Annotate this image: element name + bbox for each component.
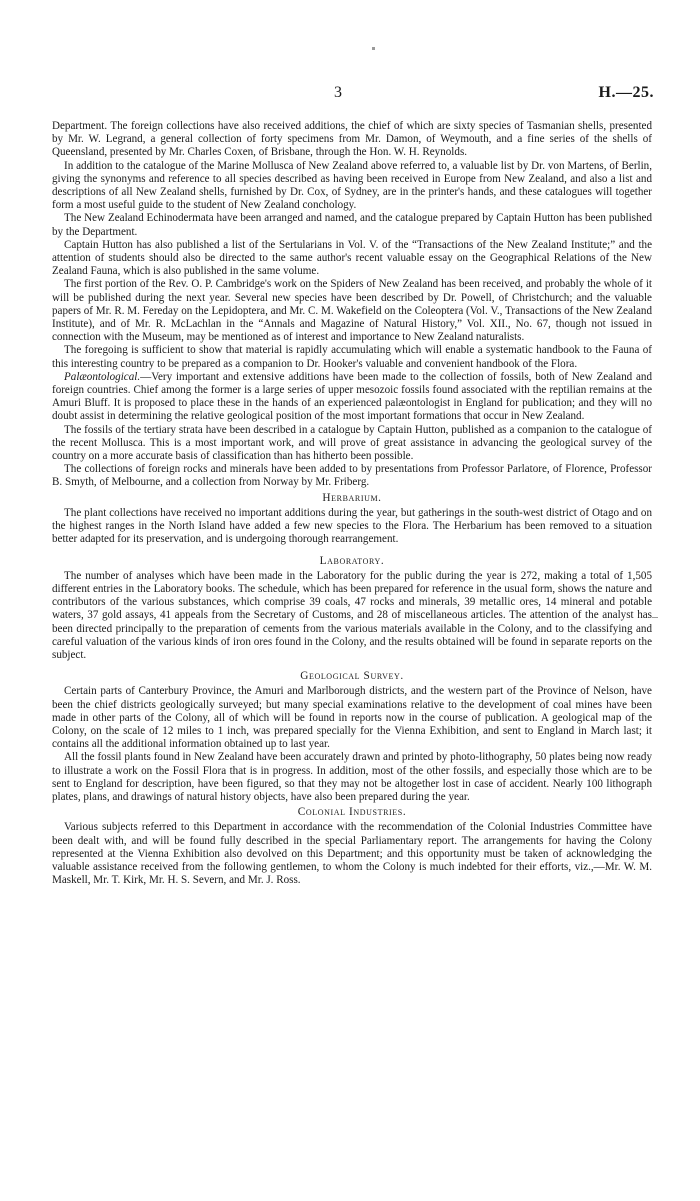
- paragraph: The foregoing is sufficient to show that material is rapidly accumulating which will enable a systematic handbook to the Fauna of this interesting country to be prepared as a companion to Dr. Hooker's valuable and convenient handbook of the Flora.: [52, 344, 652, 370]
- paragraph: The fossils of the tertiary strata have been described in a catalogue by Captain Hutton, published as a companion to the catalogue of the recent Mollusca. This is a most important work, and will prove of great assistance in advancing the geological survey of the country on a more accurate basis of classification than has hitherto been possible.: [52, 423, 652, 463]
- section-heading-geological-survey: Geological Survey.: [300, 670, 404, 683]
- paragraph-text: —Very important and extensive additions have been made to the collection of fossils, both of New Zealand and foreign countries. Chief among the former is a large series of upper mesozoic fossils found associated with the reptilian remains at the Amuri Bluff. It is proposed to place these in the hands of an experienced palæontologist in England for publication; and they will no doubt assist in determining the relative geological position of the most important formations that occur in New Zealand.: [52, 370, 652, 423]
- paragraph: Various subjects referred to this Department in accordance with the recommendation of the Colonial Industries Committee have been dealt with, and will be found fully described in the special Parliamentary report. The arrangements for having the Colony represented at the Vienna Exhibition also devolved on this Department; and this opportunity must be taken of acknowledging the valuable assistance received from the following gentlemen, to whom the Colony is much indebted for their efforts, viz.,—Mr. W. M. Maskell, Mr. T. Kirk, Mr. H. S. Severn, and Mr. J. Ross.: [52, 821, 652, 887]
- paragraph: [52, 371, 652, 424]
- paragraph: All the fossil plants found in New Zealand have been accurately drawn and printed by photo-lithography, 50 plates being now ready to illustrate a work on the Fossil Flora that is in progress. In addition, most of the other fossils, and especially those which are to be sent to England for description, have been figured, so that they may not be altogether lost in case of accident. Nearly 100 lithograph plates, plans, and drawings of natural history objects, have also been prepared during the year.: [52, 751, 652, 803]
- page-header: [0, 84, 700, 106]
- paragraph: The collections of foreign rocks and minerals have been added to by presentations from Professor Parlatore, of Florence, Professor B. Smyth, of Melbourne, and a collection from Norway by Mr. Friberg.: [52, 463, 652, 489]
- page-number: 3: [334, 84, 342, 101]
- paragraph: The New Zealand Echinodermata have been arranged and named, and the catalogue prepared by Captain Hutton has been published by the Department.: [52, 212, 652, 238]
- document-reference: H.—25.: [598, 84, 654, 101]
- scan-speck: [372, 47, 375, 50]
- paragraph: The number of analyses which have been made in the Laboratory for the public during the year is 272, making a total of 1,505 different entries in the Laboratory books. The schedule, which has been prepared for reference in the usual form, shows the nature and contributors of the various substances, which comprise 39 coals, 47 rocks and minerals, 39 metallic ores, 14 mineral and potable waters, 37 gold assays, 41 appeals from the Secretary of Customs, and 28 of miscellaneous articles. The attention of the analyst has been directed principally to the preparation of cements from the various materials available in the Colony, and to the classifying and careful valuation of the various kinds of iron ores found in the Colony, and the results obtained will be found in separate reports on the subject.: [52, 569, 652, 661]
- paragraph-lead-italic: Palæontological.: [64, 370, 141, 383]
- section-heading-colonial-industries: Colonial Industries.: [297, 806, 407, 819]
- paragraph: The first portion of the Rev. O. P. Cambridge's work on the Spiders of New Zealand has been received, and probably the whole of it will be published during the next year. Several new species have been described by Dr. Powell, of Christchurch; and the valuable papers of Mr. R. M. Fereday on the Lepidoptera, and Mr. C. M. Wakefield on the Coleoptera (Vol. V., Transactions of the New Zealand Institute), and of Mr. R. McLachlan in the “Annals and Magazine of Natural History,” Vol. XII., No. 67, though not issued in connection with the Museum, may be mentioned as of interest and importance to New Zealand naturalists.: [52, 278, 652, 344]
- scan-speck: [652, 617, 658, 618]
- section-heading-laboratory: Laboratory.: [319, 554, 385, 567]
- paragraph: Captain Hutton has also published a list of the Sertularians in Vol. V. of the “Transactions of the New Zealand Institute;” and the attention of students should also be directed to the same author's recent valuable essay on the Geographical Relations of the New Zealand Fauna, which is also published in the same volume.: [52, 238, 652, 278]
- section-heading-herbarium: Herbarium.: [322, 491, 382, 504]
- paragraph: Certain parts of Canterbury Province, the Amuri and Marlborough districts, and the western part of the Province of Nelson, have been the chief districts geologically surveyed; but many special examinations relative to the development of coal mines have been made in other parts of the Colony, all of which will be found in reports now in the course of publication. A geological map of the Colony, on the scale of 12 miles to 1 inch, was prepared specially for the Vienna Exhibition, and sent to England in March last; it contains all the additional information obtained up to last year.: [52, 685, 652, 751]
- document-body: [52, 120, 652, 887]
- paragraph: The plant collections have received no important additions during the year, but gatherings in the south-west district of Otago and on the highest ranges in the North Island have added a few new species to the Flora. The Herbarium has been removed to a situation better adapted for its preservation, and is undergoing thorough rearrangement.: [52, 506, 652, 546]
- paragraph: In addition to the catalogue of the Marine Mollusca of New Zealand above referred to, a valuable list by Dr. von Martens, of Berlin, giving the synonyms and reference to all species described as having been received in Europe from New Zealand, and also a list and descriptions of all New Zealand shells, furnished by Dr. Cox, of Sydney, are in the printer's hands, and these catalogues will together form a most useful guide to the student of New Zealand conchology.: [52, 159, 652, 212]
- paragraph: Department. The foreign collections have also received additions, the chief of which are sixty species of Tasmanian shells, presented by Mr. W. Legrand, a general collection of forty specimens from Mr. Damon, of Weymouth, and a fine series of the shells of Queensland, presented by Mr. Charles Coxen, of Brisbane, through the Hon. W. H. Reynolds.: [52, 120, 652, 159]
